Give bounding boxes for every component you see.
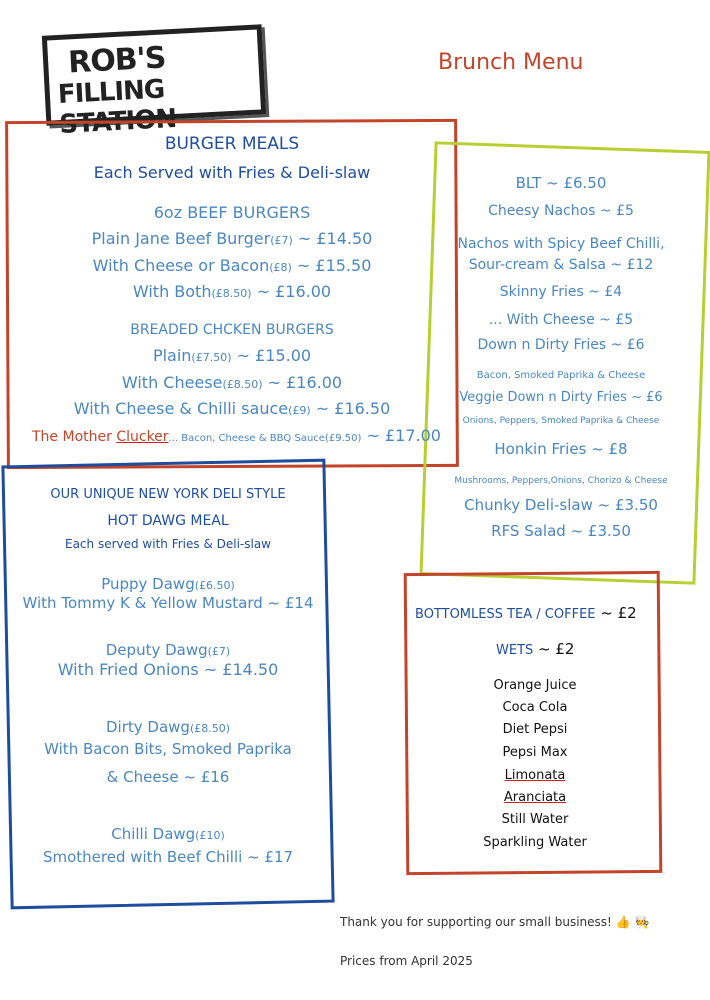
side-item: ... With Cheese ~ £5 bbox=[488, 312, 634, 328]
logo-line1: ROB'S bbox=[67, 40, 167, 81]
drink-item: Aranciata bbox=[503, 790, 567, 805]
prices-note: Prices from April 2025 bbox=[340, 954, 473, 968]
dawg-item-desc: & Cheese ~ £16 bbox=[106, 768, 230, 786]
chicken-heading: BREADED CHCKEN BURGERS bbox=[130, 322, 334, 338]
dawg-item-desc: Smothered with Beef Chilli ~ £17 bbox=[42, 848, 294, 866]
side-item: Chunky Deli-slaw ~ £3.50 bbox=[464, 496, 658, 514]
menu-item: With Cheese or Bacon(£8) ~ £15.50 bbox=[92, 256, 372, 275]
side-desc: Bacon, Smoked Paprika & Cheese bbox=[476, 370, 646, 381]
dawg-heading: OUR UNIQUE NEW YORK DELI STYLE bbox=[50, 487, 286, 502]
dawg-subheading: Each served with Fries & Deli-slaw bbox=[64, 537, 271, 551]
burger-subheading: Each Served with Fries & Deli-slaw bbox=[93, 163, 371, 182]
dawg-item-name: Dirty Dawg(£8.50) bbox=[105, 718, 231, 736]
dawg-item-desc: With Bacon Bits, Smoked Paprika bbox=[44, 740, 292, 758]
burger-heading: BURGER MEALS bbox=[164, 134, 300, 154]
menu-item: Plain(£7.50) ~ £15.00 bbox=[152, 346, 312, 365]
thank-you-note: Thank you for supporting our small business! 👍 🧑‍🍳 bbox=[340, 915, 650, 929]
page-title: Brunch Menu bbox=[438, 50, 584, 75]
side-item: Cheesy Nachos ~ £5 bbox=[488, 203, 634, 219]
side-desc: Onions, Peppers, Smoked Paprika & Cheese bbox=[462, 416, 660, 426]
side-item: BLT ~ £6.50 bbox=[515, 174, 607, 192]
side-desc: Mushrooms, Peppers,Onions, Chorizo & Cheese bbox=[454, 476, 668, 486]
logo bbox=[42, 24, 266, 140]
dawg-item-desc: With Fried Onions ~ £14.50 bbox=[57, 660, 279, 679]
dawg-item-name: Deputy Dawg(£7) bbox=[105, 641, 231, 659]
menu-item: With Cheese(£8.50) ~ £16.00 bbox=[121, 373, 343, 392]
side-item: Honkin Fries ~ £8 bbox=[494, 440, 628, 458]
beef-heading: 6oz BEEF BURGERS bbox=[153, 203, 311, 222]
logo-line2: FILLING STATION bbox=[57, 74, 177, 140]
menu-item: Plain Jane Beef Burger(£7) ~ £14.50 bbox=[91, 229, 373, 248]
side-item: Down n Dirty Fries ~ £6 bbox=[477, 337, 645, 353]
wets-line: WETS ~ £2 bbox=[496, 640, 575, 658]
drink-item: Coca Cola bbox=[502, 700, 568, 715]
drink-item: Orange Juice bbox=[493, 678, 577, 693]
drink-item: Pepsi Max bbox=[502, 745, 568, 760]
side-item: Sour-cream & Salsa ~ £12 bbox=[468, 257, 654, 273]
drink-item: Still Water bbox=[501, 812, 569, 827]
dawg-item-name: Puppy Dawg(£6.50) bbox=[101, 575, 235, 593]
drink-item: Sparkling Water bbox=[483, 835, 587, 850]
dawg-item-desc: With Tommy K & Yellow Mustard ~ £14 bbox=[22, 594, 314, 612]
side-item: RFS Salad ~ £3.50 bbox=[491, 522, 631, 540]
dawg-heading: HOT DAWG MEAL bbox=[107, 513, 229, 529]
drink-item: Diet Pepsi bbox=[502, 722, 568, 737]
side-item: Nachos with Spicy Beef Chilli, bbox=[457, 236, 665, 252]
dawg-item-name: Chilli Dawg(£10) bbox=[111, 825, 225, 843]
mother-clucker-item: The Mother Clucker... Bacon, Cheese & BBQ Sauce(£9.50) ~ £17.00 bbox=[32, 426, 441, 445]
thumbs-up-chef-icon: 👍 🧑‍🍳 bbox=[615, 915, 650, 929]
side-item: Skinny Fries ~ £4 bbox=[499, 284, 623, 300]
tea-coffee-line: BOTTOMLESS TEA / COFFEE ~ £2 bbox=[415, 604, 637, 622]
side-item: Veggie Down n Dirty Fries ~ £6 bbox=[459, 390, 663, 405]
menu-item: With Both(£8.50) ~ £16.00 bbox=[132, 282, 332, 301]
menu-item: With Cheese & Chilli sauce(£9) ~ £16.50 bbox=[73, 399, 391, 418]
drink-item: Limonata bbox=[504, 768, 566, 783]
